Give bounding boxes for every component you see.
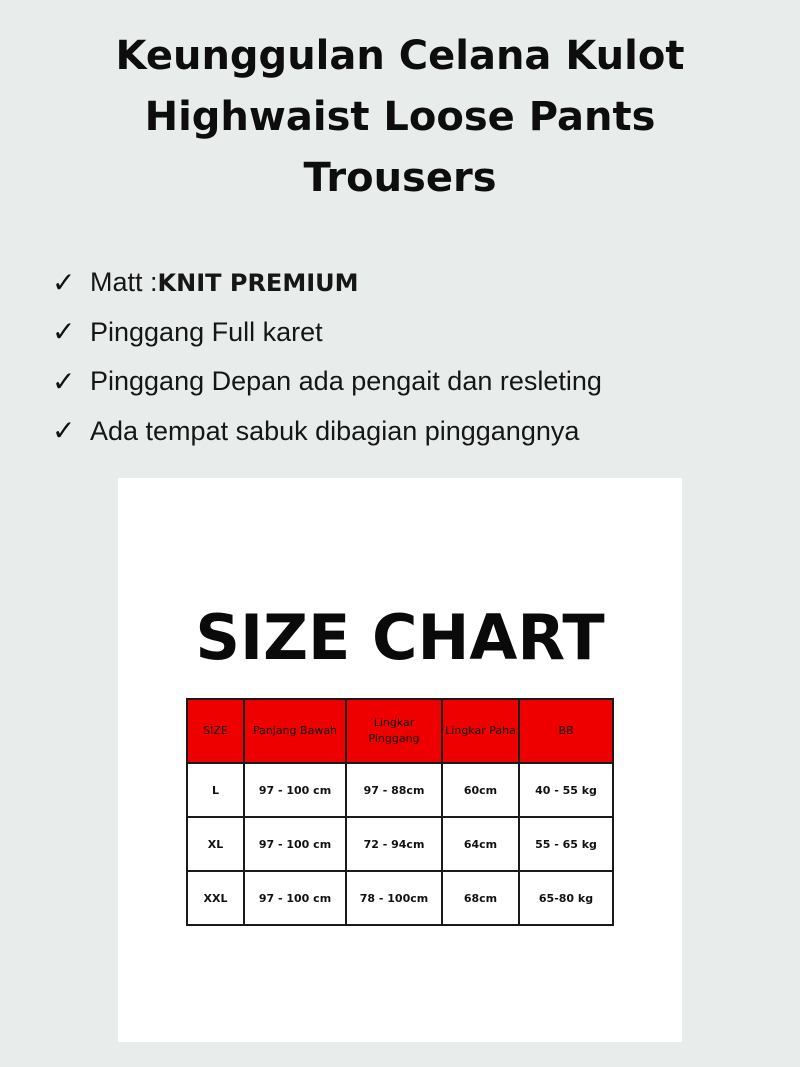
check-icon: ✓ — [52, 365, 76, 397]
table-row — [187, 871, 613, 925]
size-chart-card — [118, 478, 682, 1042]
feature-highlight: KNIT PREMIUM — [157, 268, 359, 297]
table-header-row — [187, 699, 613, 763]
feature-text: Ada tempat sabuk dibagian pinggangnya — [90, 415, 580, 446]
feature-list — [52, 258, 602, 456]
check-icon: ✓ — [52, 415, 76, 447]
cell-size: XL — [187, 817, 244, 871]
feature-text: Matt : — [90, 267, 158, 298]
feature-item — [52, 357, 602, 407]
cell-panjang-bawah: 97 - 100 cm — [244, 763, 346, 817]
table-row — [187, 763, 613, 817]
header-size: SIZE — [187, 699, 244, 763]
header-bb: BB — [519, 699, 613, 763]
cell-lingkar-paha: 60cm — [442, 763, 519, 817]
table-row — [187, 817, 613, 871]
size-chart-title: SIZE CHART — [195, 601, 605, 674]
cell-bb: 65-80 kg — [519, 871, 613, 925]
header-lingkar-pinggang: Lingkar Pinggang — [346, 699, 442, 763]
header-panjang-bawah: Panjang Bawah — [244, 699, 346, 763]
cell-bb: 55 - 65 kg — [519, 817, 613, 871]
feature-text: Pinggang Full karet — [90, 316, 323, 347]
cell-lingkar-paha: 64cm — [442, 817, 519, 871]
header-lingkar-paha: Lingkar Paha — [442, 699, 519, 763]
check-icon: ✓ — [52, 316, 76, 348]
feature-item — [52, 308, 602, 358]
page-title: Keunggulan Celana Kulot Highwaist Loose Pants Trousers — [115, 33, 685, 201]
feature-text: Pinggang Depan ada pengait dan resleting — [90, 366, 602, 397]
cell-panjang-bawah: 97 - 100 cm — [244, 871, 346, 925]
cell-size: XXL — [187, 871, 244, 925]
cell-lingkar-pinggang: 78 - 100cm — [346, 871, 442, 925]
cell-lingkar-paha: 68cm — [442, 871, 519, 925]
cell-lingkar-pinggang: 97 - 88cm — [346, 763, 442, 817]
feature-item — [52, 407, 602, 457]
cell-lingkar-pinggang: 72 - 94cm — [346, 817, 442, 871]
feature-item — [52, 258, 602, 308]
check-icon: ✓ — [52, 266, 76, 298]
cell-panjang-bawah: 97 - 100 cm — [244, 817, 346, 871]
cell-bb: 40 - 55 kg — [519, 763, 613, 817]
cell-size: L — [187, 763, 244, 817]
size-chart-table — [186, 698, 614, 926]
